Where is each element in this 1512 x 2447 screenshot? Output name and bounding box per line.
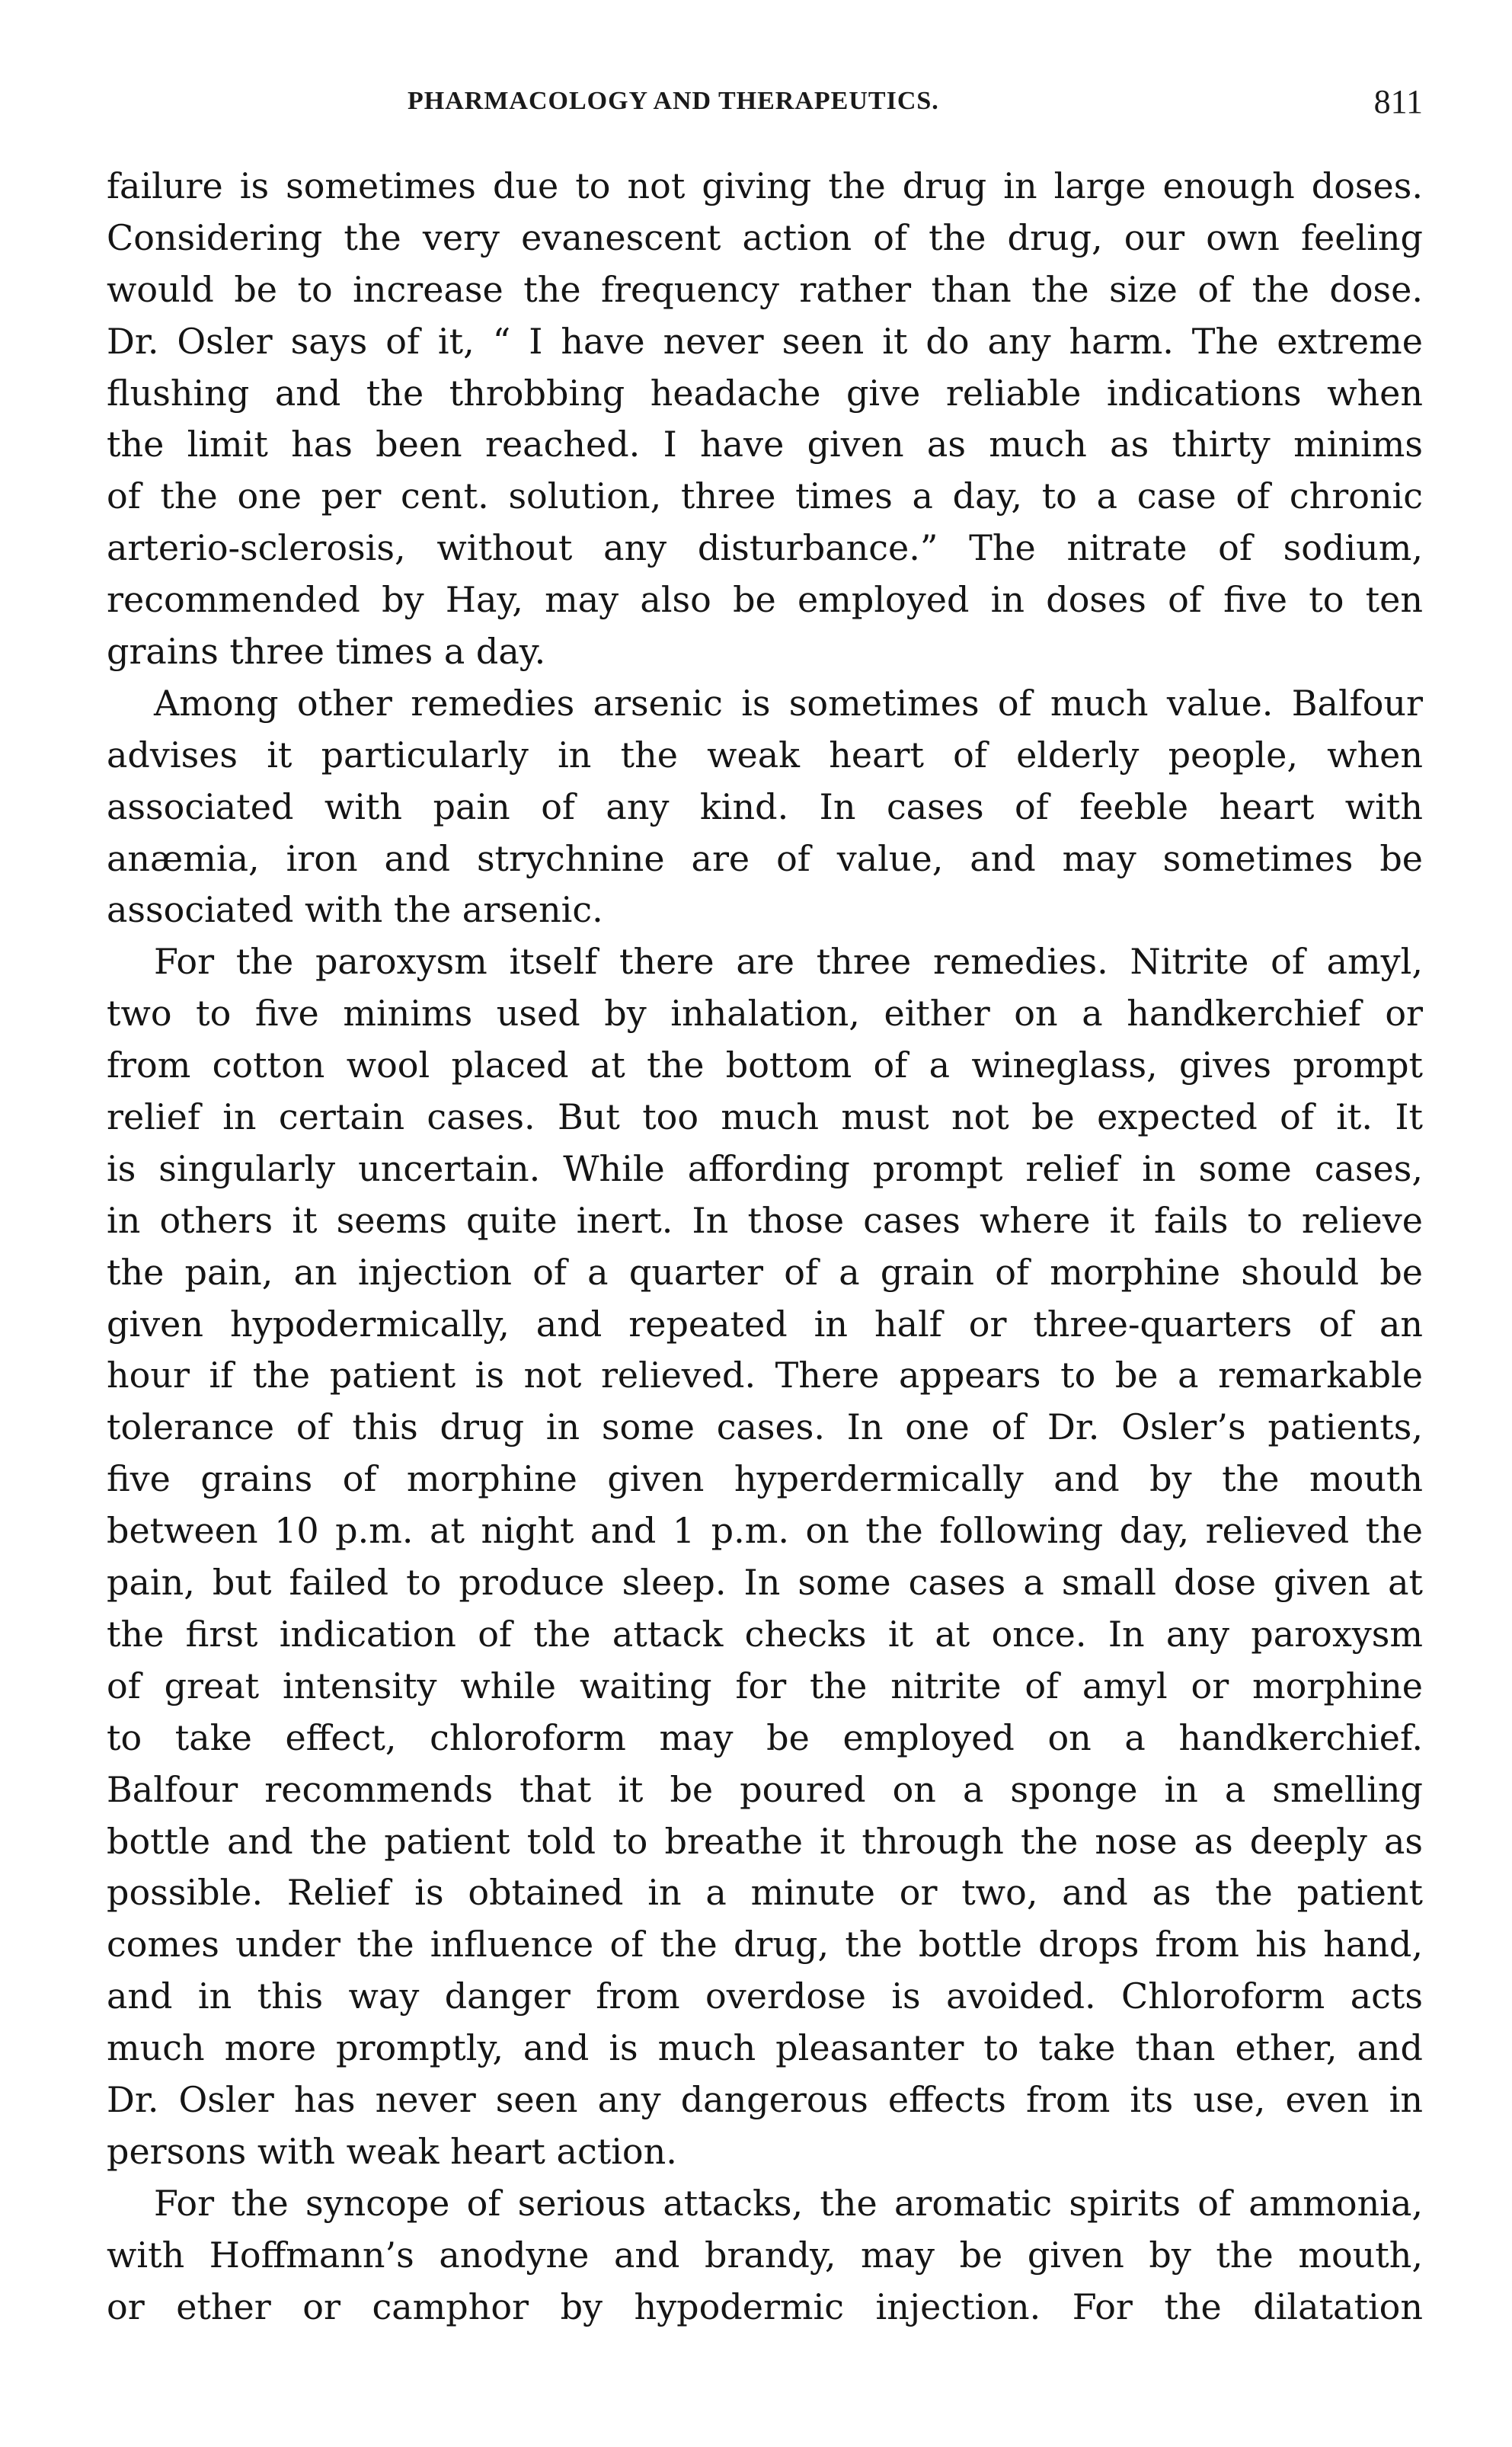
body-text [107, 161, 1423, 2333]
text-line: to take effect, chloroform may be employed on a handkerchief. [107, 1716, 1423, 1758]
text-line: grains three times a day. [107, 631, 546, 673]
text-line: persons with weak heart action. [107, 2130, 677, 2172]
text-line: of the one per cent. solution, three times a day, to a case of chronic [107, 475, 1423, 517]
text-line: For the syncope of serious attacks, the aromatic spirits of ammonia, [154, 2182, 1423, 2224]
text-line: with Hoffmann’s anodyne and brandy, may be given by the mouth, [107, 2234, 1423, 2276]
text-line: Among other remedies arsenic is sometimes of much value. Balfour [154, 682, 1423, 724]
text-line: the first indication of the attack checks it at once. In any paroxysm [107, 1613, 1423, 1655]
text-line: pain, but failed to produce sleep. In some cases a small dose given at [107, 1562, 1423, 1604]
text-line: Considering the very evanescent action of the drug, our own feeling [107, 216, 1423, 258]
text-line: associated with pain of any kind. In cases of feeble heart with [107, 785, 1423, 827]
text-line: Dr. Osler has never seen any dangerous effects from its use, even in [107, 2078, 1423, 2120]
text-line: possible. Relief is obtained in a minute or two, and as the patient [107, 1872, 1423, 1914]
text-line: associated with the arsenic. [107, 889, 603, 931]
text-line: failure is sometimes due to not giving the drug in large enough doses. [107, 165, 1423, 206]
text-line: Balfour recommends that it be poured on a sponge in a smelling [107, 1768, 1423, 1810]
text-line: Dr. Osler says of it, “ I have never seen it do any harm. The extreme [107, 320, 1423, 362]
text-line: in others it seems quite inert. In those cases where it fails to relieve [107, 1199, 1423, 1241]
text-line: and in this way danger from overdose is avoided. Chloroform acts [107, 1975, 1423, 2017]
text-line: bottle and the patient told to breathe it through the nose as deeply as [107, 1820, 1423, 1862]
text-line: much more promptly, and is much pleasanter to take than ether, and [107, 2027, 1423, 2069]
text-line: two to five minims used by inhalation, either on a handkerchief or [107, 993, 1423, 1035]
text-line: advises it particularly in the weak heart of elderly people, when [107, 734, 1423, 776]
page-header [107, 82, 1423, 128]
text-line: relief in certain cases. But too much must not be expected of it. It [107, 1096, 1423, 1138]
text-line: between 10 p.m. at night and 1 p.m. on the following day, relieved the [107, 1510, 1423, 1552]
text-line: anæmia, iron and strychnine are of value, and may sometimes be [107, 837, 1423, 879]
text-line: For the paroxysm itself there are three remedies. Nitrite of amyl, [154, 941, 1423, 983]
page-number: 811 [1373, 83, 1423, 120]
text-line: would be to increase the frequency rather than the size of the dose. [107, 268, 1423, 310]
text-line: five grains of morphine given hyperdermically and by the mouth [107, 1458, 1423, 1500]
text-line: comes under the influence of the drug, the bottle drops from his hand, [107, 1924, 1423, 1966]
text-line: flushing and the throbbing headache give reliable indications when [107, 372, 1423, 414]
running-title: PHARMACOLOGY AND THERAPEUTICS. [408, 87, 939, 115]
text-line: of great intensity while waiting for the nitrite of amyl or morphine [107, 1665, 1423, 1707]
text-line: hour if the patient is not relieved. There appears to be a remarkable [107, 1355, 1423, 1396]
text-line: the pain, an injection of a quarter of a grain of morphine should be [107, 1251, 1423, 1293]
text-line: the limit has been reached. I have given as much as thirty minims [107, 424, 1423, 465]
text-line: tolerance of this drug in some cases. In one of Dr. Osler’s patients, [107, 1406, 1423, 1448]
text-line: is singularly uncertain. While affording prompt relief in some cases, [107, 1147, 1423, 1189]
text-line: recommended by Hay, may also be employed in doses of five to ten [107, 579, 1423, 621]
text-line: or ether or camphor by hypodermic injection. For the dilatation [107, 2285, 1423, 2327]
text-line: arterio-sclerosis, without any disturbance.” The nitrate of sodium, [107, 527, 1423, 569]
text-line: given hypodermically, and repeated in half or three-quarters of an [107, 1303, 1423, 1345]
text-line: from cotton wool placed at the bottom of a wineglass, gives prompt [107, 1044, 1423, 1086]
